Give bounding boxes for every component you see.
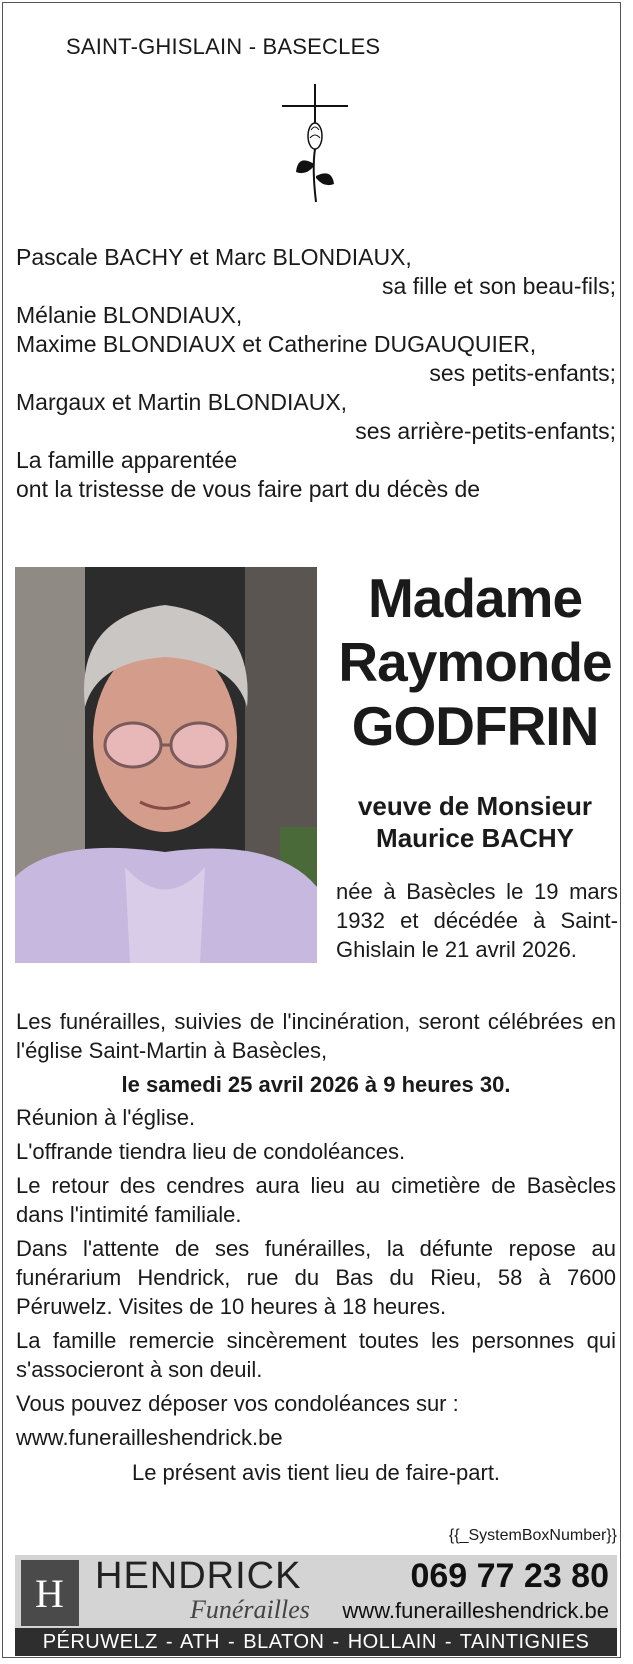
cross-with-rose-icon bbox=[282, 84, 348, 204]
cities-bar: PÉRUWELZ - ATH - BLATON - HOLLAIN - TAINTIGNIES bbox=[15, 1628, 617, 1656]
website-link[interactable]: www.funerailleshendrick.be bbox=[342, 1598, 609, 1623]
deceased-name bbox=[330, 566, 620, 758]
rest-text: Dans l'attente de ses funérailles, la défunte repose au funérarium Hendrick, rue du Bas du Rieu, 58 à 7600 Péruwelz. Visites de 10 heures à 18 heures. bbox=[16, 1236, 616, 1319]
system-box-number: {{_SystemBoxNumber}} bbox=[448, 1527, 617, 1544]
family-relation: ses petits-enfants; bbox=[429, 360, 616, 386]
funeral-text: Les funérailles, suivies de l'incinération, seront célébrées en l'église Saint-Martin à Basècles, bbox=[16, 1009, 616, 1063]
notice-body bbox=[16, 1007, 616, 1492]
deceased-last-name: GODFRIN bbox=[351, 695, 599, 757]
phone-number[interactable]: 069 77 23 80 bbox=[410, 1557, 609, 1595]
family-line: La famille apparentée bbox=[16, 447, 238, 473]
funeral-date: le samedi 25 avril 2026 à 9 heures 30. bbox=[121, 1072, 511, 1097]
deceased-first-name: Raymonde bbox=[338, 631, 612, 693]
funeral-home-banner bbox=[15, 1555, 617, 1628]
family-line: Mélanie BLONDIAUX, bbox=[16, 302, 243, 328]
portrait-photo bbox=[15, 567, 317, 963]
ashes-text: Le retour des cendres aura lieu au cimetière de Basècles dans l'intimité familiale. bbox=[16, 1173, 616, 1227]
family-line: ont la tristesse de vous faire part du décès de bbox=[16, 476, 481, 502]
condolences-text: Vous pouvez déposer vos condoléances sur : bbox=[16, 1391, 459, 1416]
family-relation: sa fille et son beau-fils; bbox=[382, 273, 616, 299]
brand-name: HENDRICK bbox=[95, 1555, 302, 1597]
family-line: Pascale BACHY et Marc BLONDIAUX, bbox=[16, 244, 412, 270]
locality-heading: SAINT-GHISLAIN - BASECLES bbox=[66, 34, 381, 59]
family-line: Maxime BLONDIAUX et Catherine DUGAUQUIER, bbox=[16, 331, 537, 357]
widow-line-1: veuve de Monsieur bbox=[357, 791, 593, 821]
widow-line-2: Maurice BACHY bbox=[376, 823, 574, 853]
birth-death-text: née à Basècles le 19 mars 1932 et décédée à Saint-Ghislain le 21 avril 2026. bbox=[336, 879, 618, 962]
thanks-text: La famille remercie sincèrement toutes les personnes qui s'associeront à son deuil. bbox=[16, 1328, 616, 1382]
brand-subtitle: Funérailles bbox=[190, 1595, 310, 1624]
offering-text: L'offrande tiendra lieu de condoléances. bbox=[16, 1139, 406, 1164]
family-line: Margaux et Martin BLONDIAUX, bbox=[16, 389, 348, 415]
deceased-title: Madame bbox=[367, 567, 583, 629]
notice-text: Le présent avis tient lieu de faire-part. bbox=[131, 1460, 501, 1485]
family-relation: ses arrière-petits-enfants; bbox=[355, 418, 616, 444]
widow-of bbox=[330, 790, 620, 854]
logo-letter: H bbox=[35, 1571, 64, 1616]
meeting-text: Réunion à l'église. bbox=[16, 1105, 196, 1130]
hendrick-logo bbox=[21, 1560, 79, 1626]
family-list bbox=[16, 243, 616, 504]
condolences-link[interactable]: www.funerailleshendrick.be bbox=[16, 1425, 283, 1450]
